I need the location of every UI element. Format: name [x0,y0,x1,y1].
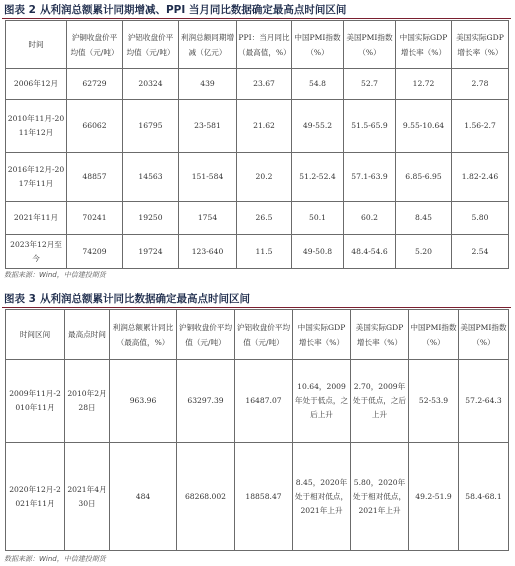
table2 [5,20,509,269]
table3-cell: 68268.002 [177,443,235,551]
table2-header-cell: 沪铜收盘价平均值（元/吨） [67,21,123,69]
table-row [6,153,509,202]
table2-cell: 49-55.2 [292,100,344,153]
table3-header-cell: 沪铜收盘价平均值（元/吨） [177,310,235,360]
table2-source-note: 数据来源：Wind，中信建投期货 [4,271,106,279]
table3-header-cell: 美国实际GDP增长率（%） [351,310,409,360]
table2-cell: 2.54 [452,235,509,269]
table3-source-note: 数据来源：Wind，中信建投期货 [4,555,106,563]
table3-header-cell: 最高点时间 [65,310,110,360]
table3-header-cell: 中国实际GDP增长率（%） [293,310,351,360]
table3-cell: 2010年2月28日 [65,360,110,443]
table3-cell: 2009年11月-2010年11月 [6,360,65,443]
table2-cell: 21.62 [237,100,292,153]
table2-cell: 52.7 [344,69,396,100]
table3-header-cell: 美国PMI指数（%） [459,310,509,360]
table2-header-cell: 美国PMI指数（%） [344,21,396,69]
table2-header-cell: 中国实际GDP增长率（%） [396,21,452,69]
table2-cell: 50.1 [292,202,344,235]
table2-header-cell: PPI：当月同比（最高值，%） [237,21,292,69]
table3-cell: 57.2-64.3 [459,360,509,443]
table2-cell: 2016年12月-2017年11月 [6,153,67,202]
table2-cell: 60.2 [344,202,396,235]
table3-header-cell: 利润总额累计同比（最高值，%） [110,310,177,360]
table2-cell: 5.20 [396,235,452,269]
table2-cell: 2006年12月 [6,69,67,100]
table3-cell: 963.96 [110,360,177,443]
table2-cell: 49-50.8 [292,235,344,269]
table-row [6,202,509,235]
table2-cell: 12.72 [396,69,452,100]
table-row [6,235,509,269]
table3-title-text: 从利润总额累计同比数据确定最高点时间区间 [39,293,250,305]
table2-header-cell: 沪铝收盘价平均值（元/吨） [123,21,179,69]
table3-cell: 8.45，2020年处于相对低点，2021年上升 [293,443,351,551]
table2-cell: 51.5-65.9 [344,100,396,153]
table2-label: 图表 2 [4,4,36,16]
table2-cell: 2.78 [452,69,509,100]
table3-title-rule [2,307,511,308]
table2-cell: 16795 [123,100,179,153]
table2-title [4,3,511,17]
table3 [5,309,509,551]
table2-header-cell: 中国PMI指数（%） [292,21,344,69]
table2-header-cell: 利润总额同期增减（亿元） [179,21,237,69]
table2-cell: 1754 [179,202,237,235]
table2-cell: 8.45 [396,202,452,235]
table3-title [4,292,511,306]
table3-cell: 16487.07 [235,360,293,443]
table2-cell: 66062 [67,100,123,153]
table2-cell: 19724 [123,235,179,269]
table2-cell: 26.5 [237,202,292,235]
table2-cell: 57.1-63.9 [344,153,396,202]
table2-cell: 62729 [67,69,123,100]
table2-cell: 439 [179,69,237,100]
table3-cell: 49.2-51.9 [409,443,459,551]
table3-cell: 52-53.9 [409,360,459,443]
table2-cell: 6.85-6.95 [396,153,452,202]
table-row [6,443,509,551]
table2-cell: 1.82-2.46 [452,153,509,202]
table-row [6,360,509,443]
table2-cell: 20324 [123,69,179,100]
table2-cell: 23.67 [237,69,292,100]
table2-header-cell: 美国实际GDP增长率（%） [452,21,509,69]
table2-cell: 11.5 [237,235,292,269]
table2-cell: 2021年11月 [6,202,67,235]
table2-cell: 54.8 [292,69,344,100]
table2-cell: 123-640 [179,235,237,269]
table-row [6,69,509,100]
table3-header-row [6,310,509,360]
table2-cell: 14563 [123,153,179,202]
table3-cell: 10.64，2009年处于低点，之后上升 [293,360,351,443]
table2-title-text: 从利润总额累计同期增减、PPI 当月同比数据确定最高点时间区间 [39,4,347,16]
table2-cell: 5.80 [452,202,509,235]
table2-cell: 51.2-52.4 [292,153,344,202]
table2-cell: 2023年12月至今 [6,235,67,269]
table2-cell: 48.4-54.6 [344,235,396,269]
table3-cell: 5.80，2020年处于相对低点，2021年上升 [351,443,409,551]
table3-cell: 484 [110,443,177,551]
table3-header-cell: 中国PMI指数（%） [409,310,459,360]
table2-cell: 151-584 [179,153,237,202]
table2-cell: 20.2 [237,153,292,202]
table3-cell: 63297.39 [177,360,235,443]
table-row [6,100,509,153]
table2-cell: 1.56-2.7 [452,100,509,153]
table3-cell: 2.70，2009年处于低点，之后上升 [351,360,409,443]
table2-cell: 2010年11月-2011年12月 [6,100,67,153]
table3-cell: 2021年4月30日 [65,443,110,551]
table2-header-row [6,21,509,69]
table2-cell: 9.55-10.64 [396,100,452,153]
table2-cell: 19250 [123,202,179,235]
table2-cell: 74209 [67,235,123,269]
table2-header-cell: 时间 [6,21,67,69]
table3-label: 图表 3 [4,293,36,305]
table3-cell: 18858.47 [235,443,293,551]
table2-cell: 70241 [67,202,123,235]
table2-cell: 23-581 [179,100,237,153]
table3-header-cell: 时间区间 [6,310,65,360]
table3-cell: 58.4-68.1 [459,443,509,551]
table3-cell: 2020年12月-2021年11月 [6,443,65,551]
table2-title-rule [2,18,511,19]
table2-cell: 48857 [67,153,123,202]
table3-header-cell: 沪铝收盘价平均值（元/吨） [235,310,293,360]
